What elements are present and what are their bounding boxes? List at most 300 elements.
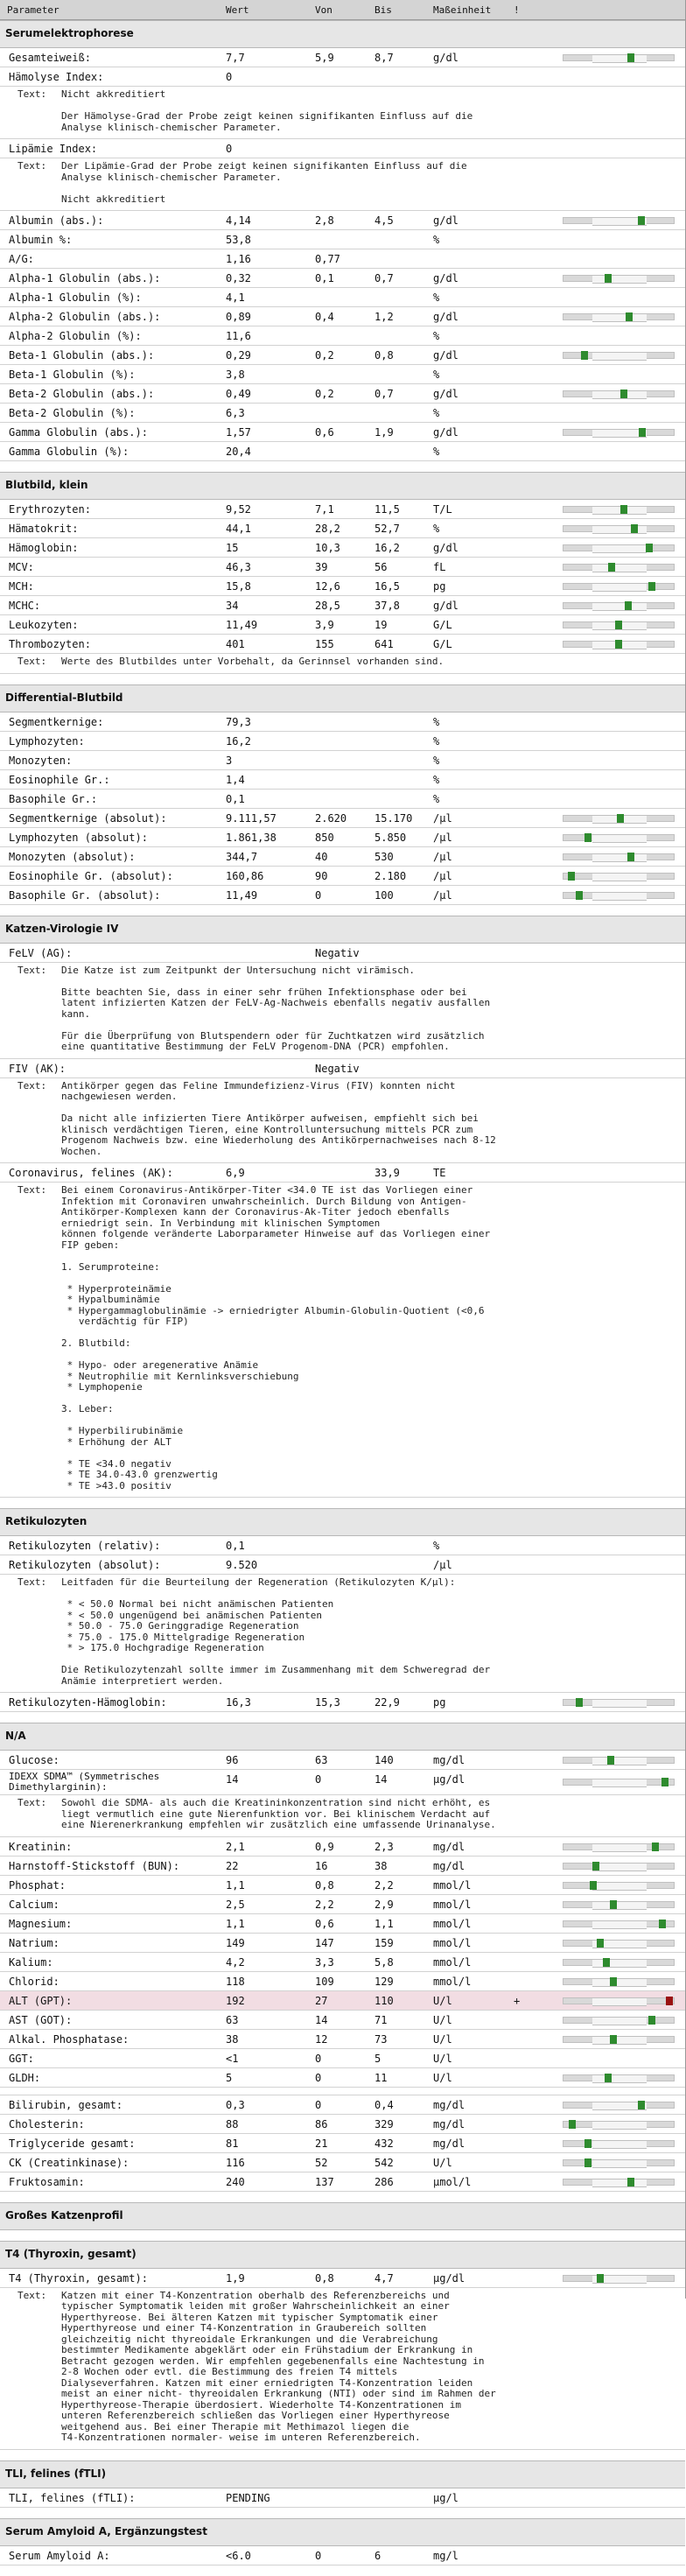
result-row bbox=[0, 384, 685, 404]
unit: mg/dl bbox=[433, 2117, 466, 2130]
param-value: 5 bbox=[226, 2071, 233, 2084]
unit: % bbox=[433, 446, 440, 458]
unit: mg/dl bbox=[433, 2137, 466, 2150]
range-marker bbox=[569, 2120, 576, 2129]
range-bar bbox=[563, 853, 675, 860]
param-name: Beta-1 Globulin (%): bbox=[9, 369, 136, 381]
ref-to: 5 bbox=[374, 2052, 382, 2065]
range-bar bbox=[563, 525, 675, 532]
range-normal-zone bbox=[592, 2036, 647, 2045]
result-row bbox=[0, 2030, 685, 2049]
unit: % bbox=[433, 369, 440, 381]
ref-from: 86 bbox=[315, 2117, 328, 2130]
range-normal-zone bbox=[592, 602, 647, 611]
range-marker bbox=[576, 1698, 583, 1707]
unit: mg/dl bbox=[433, 1840, 466, 1853]
ref-to: 2,9 bbox=[374, 1898, 394, 1911]
range-marker bbox=[597, 2274, 604, 2283]
result-row bbox=[0, 2049, 685, 2068]
range-normal-zone bbox=[592, 2159, 647, 2168]
result-row bbox=[0, 48, 685, 67]
ref-from: 0 bbox=[315, 888, 322, 902]
result-row bbox=[0, 596, 685, 615]
ref-from: 147 bbox=[315, 1936, 334, 1949]
param-value: 192 bbox=[226, 1994, 245, 2007]
result-row bbox=[0, 558, 685, 577]
param-value: 1,1 bbox=[226, 1917, 245, 1930]
range-normal-zone bbox=[592, 2179, 647, 2187]
range-bar bbox=[563, 892, 675, 899]
range-normal-zone bbox=[592, 390, 647, 399]
range-bar bbox=[563, 2074, 675, 2081]
ref-to: 22,9 bbox=[374, 1696, 400, 1709]
ref-to: 8,7 bbox=[374, 52, 394, 64]
range-marker bbox=[581, 351, 588, 360]
result-row bbox=[0, 1536, 685, 1555]
ref-from: 27 bbox=[315, 1994, 328, 2007]
result-row bbox=[0, 1693, 685, 1712]
ref-to: 33,9 bbox=[374, 1167, 400, 1179]
unit: mg/dl bbox=[433, 1754, 466, 1766]
unit: g/dl bbox=[433, 272, 458, 284]
range-normal-zone bbox=[592, 275, 647, 284]
result-row bbox=[0, 2269, 685, 2288]
result-row-abnormal bbox=[0, 1991, 685, 2011]
result-row bbox=[0, 790, 685, 809]
param-name: Harnstoff-Stickstoff (BUN): bbox=[9, 1859, 180, 1872]
ref-to: 38 bbox=[374, 1859, 388, 1872]
ref-from: 63 bbox=[315, 1754, 328, 1766]
ref-from: 0,6 bbox=[315, 426, 334, 439]
param-name: Leukozyten: bbox=[9, 619, 79, 631]
param-name: Gamma Globulin (abs.): bbox=[9, 426, 148, 439]
param-value: 34 bbox=[226, 600, 239, 612]
ref-from: 3,9 bbox=[315, 619, 334, 631]
range-marker bbox=[576, 891, 583, 900]
result-row bbox=[0, 1914, 685, 1934]
col-einheit: Maßeinheit bbox=[433, 4, 492, 16]
param-name: Kalium: bbox=[9, 1955, 53, 1969]
ref-from: 2,2 bbox=[315, 1898, 334, 1911]
range-marker bbox=[662, 1778, 668, 1786]
param-name: Segmentkernige (absolut): bbox=[9, 811, 167, 825]
result-row bbox=[0, 423, 685, 442]
range-normal-zone bbox=[592, 1997, 647, 2006]
section-title: Differential-Blutbild bbox=[0, 684, 685, 712]
ref-to: 1,1 bbox=[374, 1917, 394, 1930]
ref-from: 850 bbox=[315, 831, 334, 844]
unit: /µl bbox=[433, 831, 452, 844]
ref-to: 641 bbox=[374, 638, 394, 650]
unit: g/dl bbox=[433, 311, 458, 323]
param-name: T4 (Thyroxin, gesamt): bbox=[9, 2271, 148, 2285]
section-title: T4 (Thyroxin, gesamt) bbox=[0, 2241, 685, 2269]
range-marker bbox=[620, 390, 627, 398]
range-marker bbox=[620, 505, 627, 514]
unit: mmol/l bbox=[433, 1975, 472, 1988]
range-marker bbox=[584, 2139, 592, 2148]
param-value: 160,86 bbox=[226, 869, 264, 882]
ref-from: 0 bbox=[315, 1773, 322, 1786]
ref-from: 21 bbox=[315, 2137, 328, 2150]
range-marker bbox=[631, 524, 638, 533]
unit: % bbox=[433, 734, 440, 748]
result-row bbox=[0, 1059, 685, 1078]
range-marker bbox=[648, 582, 655, 591]
ref-to: 56 bbox=[374, 561, 388, 573]
unit: TE bbox=[433, 1167, 446, 1179]
range-normal-zone bbox=[592, 1843, 647, 1852]
param-value: 46,3 bbox=[226, 561, 251, 573]
param-value: 4,14 bbox=[226, 214, 251, 227]
range-bar bbox=[563, 564, 675, 571]
range-bar bbox=[563, 506, 675, 513]
note-text: Sowohl die SDMA- als auch die Kreatininkonzentration sind nicht erhöht, es liegt vermutlich eine gute Nierenfunktion vor. Bei klinischem Verdacht auf eine Nierenerkrankung empfehlen wir zusätzlich eine umfassende Urinanalyse. bbox=[61, 1797, 496, 1830]
param-value: 11,6 bbox=[226, 330, 251, 342]
range-bar bbox=[563, 217, 675, 224]
range-marker bbox=[568, 872, 575, 881]
range-bar bbox=[563, 1882, 675, 1889]
section-title: Retikulozyten bbox=[0, 1508, 685, 1536]
ref-to: 530 bbox=[374, 850, 394, 863]
unit: /µl bbox=[433, 1559, 452, 1571]
param-name: Magnesium: bbox=[9, 1917, 73, 1930]
unit: U/l bbox=[433, 2156, 452, 2169]
row-spacer bbox=[0, 2088, 685, 2095]
section-gap bbox=[0, 2450, 685, 2460]
param-name: Fruktosamin: bbox=[9, 2175, 85, 2188]
param-name: Coronavirus, felines (AK): bbox=[9, 1167, 173, 1179]
param-value: 149 bbox=[226, 1936, 245, 1949]
param-value: 11,49 bbox=[226, 888, 258, 902]
ref-to: 0,4 bbox=[374, 2098, 394, 2111]
param-value: 11,49 bbox=[226, 619, 258, 631]
unit: % bbox=[433, 291, 440, 304]
result-row bbox=[0, 867, 685, 886]
range-normal-zone bbox=[592, 1901, 647, 1910]
param-value: 20,4 bbox=[226, 446, 251, 458]
param-value: 88 bbox=[226, 2117, 239, 2130]
unit: U/l bbox=[433, 2013, 452, 2026]
param-name: MCH: bbox=[9, 580, 34, 593]
param-value: 14 bbox=[226, 1773, 239, 1786]
param-value: Negativ bbox=[315, 1062, 360, 1075]
range-marker bbox=[610, 1977, 617, 1986]
unit: pg bbox=[433, 580, 446, 593]
range-normal-zone bbox=[592, 834, 647, 843]
ref-to: 329 bbox=[374, 2117, 394, 2130]
range-normal-zone bbox=[592, 2140, 647, 2149]
range-bar bbox=[563, 54, 675, 61]
range-bar bbox=[563, 2275, 675, 2282]
range-bar bbox=[563, 602, 675, 609]
result-note bbox=[0, 1575, 685, 1693]
param-name: Monozyten: bbox=[9, 754, 73, 767]
col-parameter: Parameter bbox=[7, 4, 60, 16]
result-row bbox=[0, 1895, 685, 1914]
ref-from: 0,77 bbox=[315, 253, 340, 265]
ref-from: 28,2 bbox=[315, 523, 340, 535]
note-text: Katzen mit einer T4-Konzentration oberhalb des Referenzbereichs und typischer Symptomatik leiden mit großer Wahrscheinlichkeit an einer Hyperthyreose. Bei älteren Katzen mit typischer Symptomatik einer Hyperthyreose und einer T4-Konzentration in Graubereich sollten gleichzeitig nicht thyreoidale Erkrankungen und die Verabreichung bestimmter Medikamente abgeklärt oder ein Frühstadium der Erkrankung in Betracht gezogen werden. Wir empfehlen gegebenenfalls eine Nachtestung in 2-8 Wochen oder evtl. die Bestimmung des freien T4 mittels Dialyseverfahren. Katzen mit einer erniedrigten T4-Konzentration leiden meist an einer nicht- thyreoidalen Erkrankung (NTI) oder sind im Rahmen der Hyperthyreose-Therapie überdosiert. Wiederholte T4-Konzentrationen im unteren Referenzbereich schließen das Vorliegen einer Hyperthyreose weitgehend aus. Bei einer Therapie mit Methimazol liegen die T4-Konzentrationen normaler- weise im unteren Referenzbereich. bbox=[61, 2289, 496, 2443]
ref-to: 16,5 bbox=[374, 580, 400, 593]
param-value: 0,29 bbox=[226, 349, 251, 361]
result-row bbox=[0, 2011, 685, 2030]
result-row bbox=[0, 288, 685, 307]
ref-from: 14 bbox=[315, 2013, 328, 2026]
note-text: Die Katze ist zum Zeitpunkt der Untersuchung nicht virämisch. Bitte beachten Sie, dass in einer sehr frühen Infektionsphase oder bei latent infizierten Katzen der FeLV-Ag-Nachweis ebenfalls negativ ausfallen kann. Für die Überprüfung von Blutspendern oder für Zuchtkatzen wird zusätzlich eine quantitative Bestimmung der FeLV Progenom-DNA (PCR) empfohlen. bbox=[61, 964, 491, 1052]
ref-to: 159 bbox=[374, 1936, 394, 1949]
section-gap bbox=[0, 461, 685, 472]
ref-to: 16,2 bbox=[374, 542, 400, 554]
section-gap bbox=[0, 1712, 685, 1723]
result-note bbox=[0, 1078, 685, 1164]
param-value: 0,1 bbox=[226, 792, 245, 805]
range-marker bbox=[666, 1997, 673, 2005]
note-text: Antikörper gegen das Feline Immundefizienz-Virus (FIV) konnten nicht nachgewiesen werden. Da nicht alle infizierten Tiere Antikörper aufweisen, empfiehlt sich bei klinisch verdächtigen Tieren, eine Kontrolluntersuchung mittels PCR zum Progenom Nachweis bzw. eine Wiederholung des Antikörpernachweises nach 8-12 Wochen. bbox=[61, 1079, 496, 1157]
param-name: Segmentkernige: bbox=[9, 715, 104, 728]
result-row bbox=[0, 847, 685, 867]
result-row bbox=[0, 1770, 685, 1795]
section-title: Serumelektrophorese bbox=[0, 20, 685, 48]
param-value: 1,9 bbox=[226, 2271, 245, 2285]
result-row bbox=[0, 346, 685, 365]
result-row bbox=[0, 1163, 685, 1183]
result-row bbox=[0, 211, 685, 230]
range-marker bbox=[646, 544, 653, 552]
param-value: 7,7 bbox=[226, 52, 245, 64]
param-name: IDEXX SDMA™ (Symmetrisches Dimethylarginin): bbox=[9, 1771, 160, 1793]
param-name: Alpha-2 Globulin (%): bbox=[9, 330, 142, 342]
range-marker bbox=[597, 1939, 604, 1948]
range-marker bbox=[605, 2074, 612, 2082]
range-marker bbox=[610, 2035, 617, 2044]
note-text: Leitfaden für die Beurteilung der Regeneration (Retikulozyten K/µl): * < 50.0 Normal bei nicht anämischen Patienten * < 50.0 ungenügend bei anämischen Patienten * 50.0 - 75.0 Geringgradige Regeneration * 75.0 - 175.0 Mittelgradige Regeneration * > 175.0 Hochgradige Regeneration Die Retikulozytenzahl sollte immer im Zusammenhang mit dem Schweregrad der Anämie interpretiert werden. bbox=[61, 1576, 491, 1687]
ref-to: 1,9 bbox=[374, 426, 394, 439]
range-bar bbox=[563, 2102, 675, 2109]
range-normal-zone bbox=[592, 853, 647, 862]
ref-from: 5,9 bbox=[315, 52, 334, 64]
param-name: FIV (AK): bbox=[9, 1062, 66, 1075]
unit: g/dl bbox=[433, 214, 458, 227]
range-bar bbox=[563, 1779, 675, 1786]
param-value: 2,1 bbox=[226, 1840, 245, 1853]
param-value: 401 bbox=[226, 638, 245, 650]
range-bar bbox=[563, 1940, 675, 1947]
param-name: Alpha-2 Globulin (abs.): bbox=[9, 311, 161, 323]
range-normal-zone bbox=[592, 525, 647, 534]
note-label: Text: bbox=[18, 2289, 47, 2301]
ref-from: 40 bbox=[315, 850, 328, 863]
ref-to: 2.180 bbox=[374, 869, 407, 882]
result-row bbox=[0, 1555, 685, 1575]
unit: g/dl bbox=[433, 52, 458, 64]
param-name: CK (Creatinkinase): bbox=[9, 2156, 130, 2169]
unit: /µl bbox=[433, 888, 452, 902]
unit: G/L bbox=[433, 619, 452, 631]
result-row bbox=[0, 1837, 685, 1857]
result-row bbox=[0, 269, 685, 288]
range-marker bbox=[607, 1756, 614, 1765]
range-normal-zone bbox=[592, 1757, 647, 1765]
param-name: Chlorid: bbox=[9, 1975, 60, 1988]
param-value: <1 bbox=[226, 2052, 239, 2065]
result-row bbox=[0, 577, 685, 596]
ref-from: 0,6 bbox=[315, 1917, 334, 1930]
section-title: Serum Amyloid A, Ergänzungstest bbox=[0, 2518, 685, 2546]
note-text: Bei einem Coronavirus-Antikörper-Titer <34.0 TE ist das Vorliegen einer Infektion mit Coronaviren unwahrscheinlich. Durch Bildung von Antigen- Antikörper-Komplexen kann der Coronavirus-Ak-Titer jedoch ebenfalls erniedrigt sein. In Verbindung mit klinischen Symptomen können folgende veränderte Laborparameter Hinweise auf das Vorliegen einer FIP geben: 1. Serumproteine: * Hyperproteinämie * Hypalbuminämie * Hypergammaglobulinämie -> erniedrigter Albumin-Globulin-Quotient (<0,6 verdächtig für FIP) 2. Blutbild: * Hypo- oder aregenerative Anämie * Neutrophilie mit Kernlinksverschiebung * Lymphopenie 3. Leber: * Hyperbilirubinämie * Erhöhung der ALT * TE <34.0 negativ * TE 34.0-43.0 grenzwertig * TE >43.0 positiv bbox=[61, 1184, 491, 1492]
range-normal-zone bbox=[592, 1699, 647, 1708]
unit: mmol/l bbox=[433, 1936, 472, 1949]
section-title: Katzen-Virologie IV bbox=[0, 916, 685, 944]
ref-from: 12,6 bbox=[315, 580, 340, 593]
ref-from: 3,3 bbox=[315, 1955, 334, 1969]
note-text: Werte des Blutbildes unter Vorbehalt, da Gerinnsel vorhanden sind. bbox=[61, 656, 444, 667]
unit: g/dl bbox=[433, 388, 458, 400]
param-value: 0,32 bbox=[226, 272, 251, 284]
ref-to: 1,2 bbox=[374, 311, 394, 323]
ref-to: 52,7 bbox=[374, 523, 400, 535]
range-marker bbox=[592, 1862, 599, 1871]
unit: U/l bbox=[433, 2032, 452, 2046]
param-name: FeLV (AG): bbox=[9, 946, 73, 959]
section-gap bbox=[0, 2508, 685, 2518]
ref-from: 155 bbox=[315, 638, 334, 650]
param-value: 16,3 bbox=[226, 1696, 251, 1709]
range-bar bbox=[563, 313, 675, 320]
param-value: 15,8 bbox=[226, 580, 251, 593]
range-marker bbox=[652, 1843, 659, 1851]
result-row bbox=[0, 2488, 685, 2508]
param-value: 38 bbox=[226, 2032, 239, 2046]
ref-from: 0 bbox=[315, 2098, 322, 2111]
result-row bbox=[0, 139, 685, 158]
ref-from: 15,3 bbox=[315, 1696, 340, 1709]
range-bar bbox=[563, 2179, 675, 2186]
ref-from: 28,5 bbox=[315, 600, 340, 612]
ref-from: 39 bbox=[315, 561, 328, 573]
section-title: Blutbild, klein bbox=[0, 472, 685, 500]
result-row bbox=[0, 1857, 685, 1876]
range-marker bbox=[615, 640, 622, 649]
range-bar bbox=[563, 1757, 675, 1764]
unit: mg/dl bbox=[433, 1859, 466, 1872]
range-marker bbox=[626, 312, 633, 321]
param-value: 0 bbox=[226, 71, 233, 83]
range-marker bbox=[584, 833, 592, 842]
param-value: 1,4 bbox=[226, 773, 245, 786]
note-text: Nicht akkreditiert Der Hämolyse-Grad der Probe zeigt keinen signifikanten Einfluss auf die Analyse klinisch-chemischer Parameter. bbox=[61, 88, 473, 133]
unit: pg bbox=[433, 1696, 446, 1709]
range-marker bbox=[638, 216, 645, 225]
result-row bbox=[0, 519, 685, 538]
result-note bbox=[0, 1183, 685, 1498]
param-name: Triglyceride gesamt: bbox=[9, 2137, 136, 2150]
ref-from: 7,1 bbox=[315, 503, 334, 516]
result-row bbox=[0, 635, 685, 654]
unit: g/dl bbox=[433, 426, 458, 439]
param-value: 0,1 bbox=[226, 1540, 245, 1552]
unit: µg/dl bbox=[433, 1773, 466, 1786]
unit: G/L bbox=[433, 638, 452, 650]
range-marker bbox=[659, 1920, 666, 1928]
param-value: 4,1 bbox=[226, 291, 245, 304]
result-note bbox=[0, 1795, 685, 1837]
result-row bbox=[0, 828, 685, 847]
result-row bbox=[0, 1934, 685, 1953]
param-value: 44,1 bbox=[226, 523, 251, 535]
range-bar bbox=[563, 1978, 675, 1985]
col-wert: Wert bbox=[226, 4, 249, 16]
param-value: 344,7 bbox=[226, 850, 258, 863]
param-name: Retikulozyten (absolut): bbox=[9, 1559, 161, 1571]
unit: % bbox=[433, 773, 440, 786]
ref-to: 2,2 bbox=[374, 1878, 394, 1892]
range-normal-zone bbox=[592, 564, 647, 572]
ref-from: 0,4 bbox=[315, 311, 334, 323]
col-bis: Bis bbox=[374, 4, 392, 16]
ref-from: 0,1 bbox=[315, 272, 334, 284]
range-bar bbox=[563, 621, 675, 628]
ref-to: 71 bbox=[374, 2013, 388, 2026]
param-name: Basophile Gr. (absolut): bbox=[9, 888, 161, 902]
range-marker bbox=[590, 1881, 597, 1890]
range-normal-zone bbox=[592, 2121, 647, 2130]
range-marker bbox=[610, 1900, 617, 1909]
param-value: 15 bbox=[226, 542, 239, 554]
result-note bbox=[0, 963, 685, 1059]
range-normal-zone bbox=[592, 1882, 647, 1891]
ref-to: 110 bbox=[374, 1994, 394, 2007]
param-name: Monozyten (absolut): bbox=[9, 850, 136, 863]
ref-from: 137 bbox=[315, 2175, 334, 2188]
range-bar bbox=[563, 1901, 675, 1908]
range-marker bbox=[627, 53, 634, 62]
ref-to: 100 bbox=[374, 888, 394, 902]
param-value: 81 bbox=[226, 2137, 239, 2150]
result-row bbox=[0, 249, 685, 269]
range-normal-zone bbox=[592, 54, 647, 63]
result-row bbox=[0, 2153, 685, 2172]
param-value: PENDING bbox=[226, 2491, 270, 2504]
ref-from: 0,2 bbox=[315, 349, 334, 361]
param-value: 1.861,38 bbox=[226, 831, 276, 844]
range-marker bbox=[615, 621, 622, 629]
result-row bbox=[0, 365, 685, 384]
ref-to: 19 bbox=[374, 619, 388, 631]
result-row bbox=[0, 2115, 685, 2134]
unit: % bbox=[433, 407, 440, 419]
range-bar bbox=[563, 815, 675, 822]
note-label: Text: bbox=[18, 160, 47, 172]
result-row bbox=[0, 67, 685, 87]
range-bar bbox=[563, 2140, 675, 2147]
ref-from: 0 bbox=[315, 2052, 322, 2065]
param-value: 2,5 bbox=[226, 1898, 245, 1911]
ref-from: 0,8 bbox=[315, 1878, 334, 1892]
param-name: Basophile Gr.: bbox=[9, 792, 98, 805]
ref-to: 2,3 bbox=[374, 1840, 394, 1853]
ref-to: 11 bbox=[374, 2071, 388, 2084]
ref-from: 16 bbox=[315, 1859, 328, 1872]
unit: U/l bbox=[433, 2071, 452, 2084]
range-marker bbox=[625, 601, 632, 610]
result-row bbox=[0, 2068, 685, 2088]
param-name: MCHC: bbox=[9, 600, 41, 612]
param-name: Gamma Globulin (%): bbox=[9, 446, 130, 458]
ref-from: 0 bbox=[315, 2071, 322, 2084]
range-marker bbox=[608, 563, 615, 572]
range-bar bbox=[563, 352, 675, 359]
